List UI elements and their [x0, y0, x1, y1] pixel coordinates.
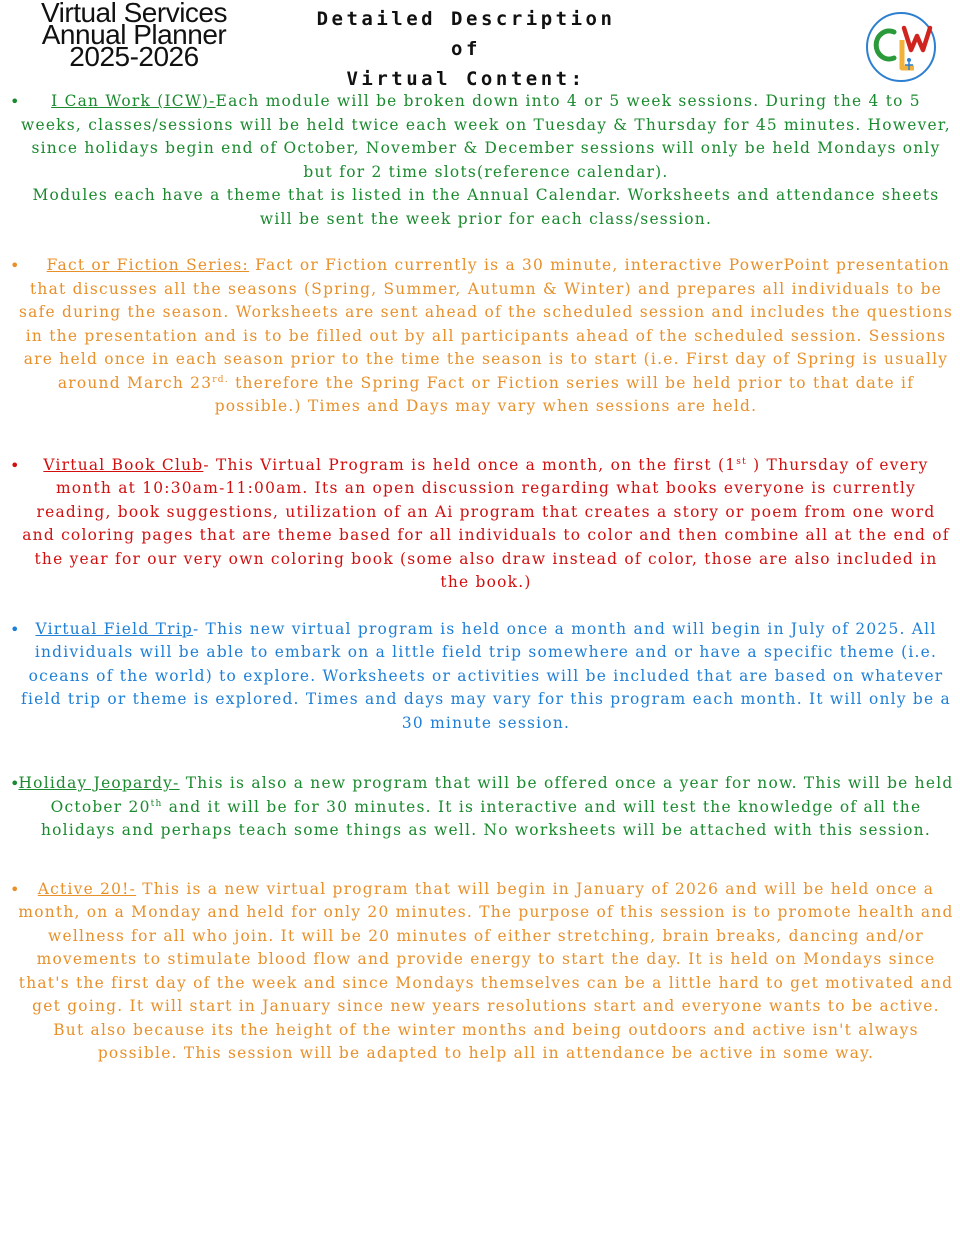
page-title-line-1: Detailed Description of — [316, 8, 616, 60]
book-text-b: ) Thursday of every month at 10:30am-11:00am. Its an open discussion regarding what books everyone is currently reading, book suggestions, utilization of an Ai program that creates a story or poem from one word and coloring pages that are theme based for all individuals to color and then combine all at the end of the year for our very own coloring book (some also draw instead of color, those are also included in the book.) — [22, 455, 950, 591]
bullet-icon: • — [10, 92, 21, 111]
section-book-club — [0, 454, 960, 595]
section-field-trip — [0, 618, 960, 736]
bullet-icon: • — [10, 879, 21, 899]
bullet-icon: • — [10, 256, 21, 275]
page-title — [296, 4, 636, 94]
fact-title[interactable]: Fact or Fiction Series: — [46, 256, 249, 274]
section-fact-or-fiction — [0, 254, 960, 419]
active-title[interactable]: Active 20!- — [37, 879, 137, 898]
brand-line-1: Virtual Services — [40, 0, 227, 28]
section-icw — [0, 90, 960, 231]
clw-logo-icon — [864, 10, 938, 84]
fact-sup: rd. — [212, 374, 229, 385]
brand-line-2: Annual Planner — [41, 19, 227, 50]
book-title[interactable]: Virtual Book Club — [43, 455, 204, 474]
fact-text-b: therefore the Spring Fact or Fiction series will be held prior to that date if possible.) Times and Days may vary when sessions are held. — [214, 373, 915, 415]
field-text: - This new virtual program is held once a month and will begin in July of 2025. All individuals will be able to embark on a little field trip somewhere and or have a specific theme (i.e. oceans of the world) to explore. Worksheets or activities will be included that are based on whatever field trip or theme is explored. Times and days may vary for this program each month. It will only be a 30 minute session. — [21, 619, 951, 732]
page-title-line-2: Virtual Content: — [346, 68, 586, 90]
section-active-20 — [0, 878, 960, 1066]
icw-title[interactable]: I Can Work (ICW)- — [51, 92, 216, 110]
active-text: This is a new virtual program that will begin in January of 2026 and will be held once a month, on a Monday and held for only 20 minutes. The purpose of this session is to promote health and wellness for all who join. It will be 20 minutes of either stretching, brain breaks, dancing and/or movements to stimulate blood flow and provide energy to start the day. It is held on Mondays since that's the first day of the week and since Mondays themselves can be a little hard to get motivated and get going. It will start in January since new years resolutions start and everyone wants to be active. But also because its the height of the winter months and being outdoors and active isn't always possible. This session will be adapted to help all in attendance be active in some way. — [18, 879, 954, 1062]
field-title[interactable]: Virtual Field Trip — [35, 619, 193, 638]
bullet-icon: • — [10, 619, 21, 639]
jeopardy-title[interactable]: Holiday Jeopardy- — [18, 774, 180, 792]
bullet-icon: • — [10, 774, 21, 793]
jeopardy-text-a: This is also a new program that will be offered once a year for now. This will be held October 20 — [50, 774, 954, 816]
book-text-a: - This Virtual Program is held once a month, on the first (1 — [203, 455, 737, 474]
icw-text: Each module will be broken down into 4 or 5 week sessions. During the 4 to 5 weeks, classes/sessions will be held twice each week on Tuesday & Thursday for 45 minutes. However, since holidays begin end of October, November & December sessions will only be held Mondays only but for 2 time slots(reference calendar). — [21, 92, 951, 181]
section-holiday-jeopardy — [0, 772, 960, 843]
bullet-icon: • — [10, 455, 21, 475]
icw-text-2: Modules each have a theme that is listed in the Annual Calendar. Worksheets and attendance sheets will be sent the week prior for each class/session. — [32, 186, 940, 228]
jeopardy-text-b: and it will be for 30 minutes. It is interactive and will test the knowledge of all the holidays and perhaps teach some things as well. No worksheets will be attached with this session. — [40, 797, 931, 839]
brand-title — [14, 0, 254, 72]
content — [0, 90, 960, 1066]
book-sup: st — [736, 456, 748, 467]
fact-text-a: Fact or Fiction currently is a 30 minute, interactive PowerPoint presentation that discusses all the seasons (Spring, Summer, Autumn & Winter) and prepares all individuals to be safe during the season. Worksheets are sent ahead of the scheduled session and includes the questions in the presentation and is to be filled out by all participants ahead of the scheduled session. Sessions are held once in each season prior to the time the season is to start (i.e. First day of Spring is usually around March 23 — [19, 256, 953, 392]
brand-line-3: 2025-2026 — [69, 41, 199, 72]
jeopardy-sup: th — [150, 798, 163, 809]
